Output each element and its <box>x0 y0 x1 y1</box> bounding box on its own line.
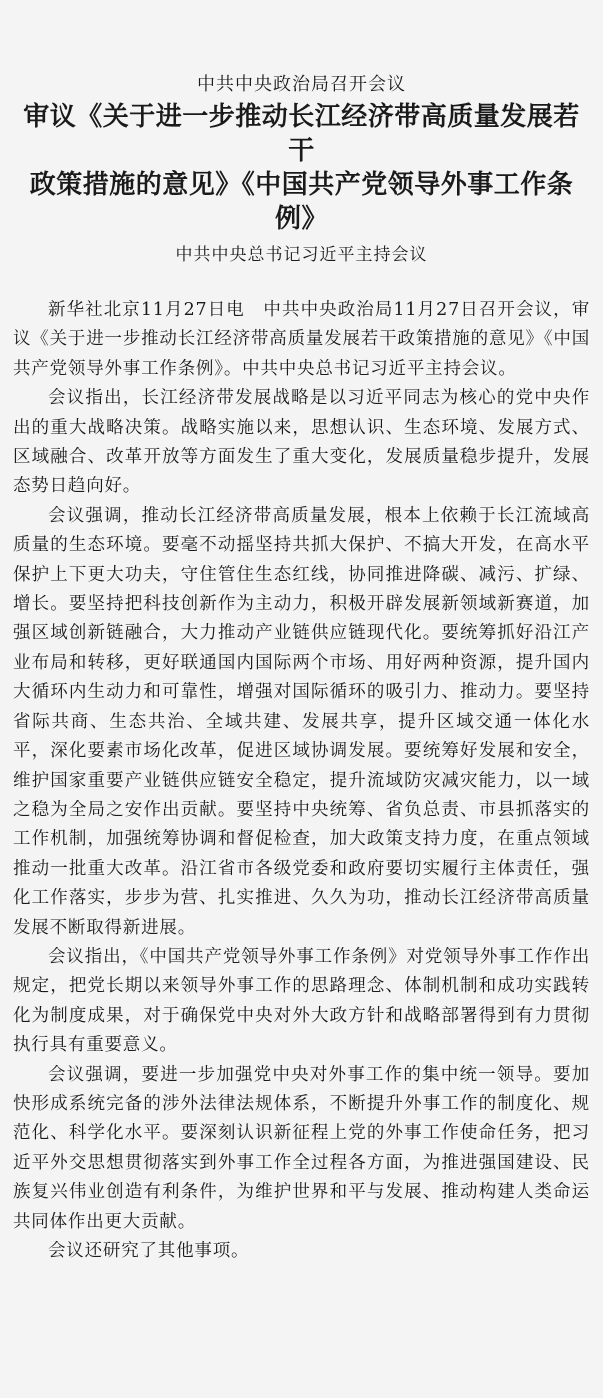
headline-line-2: 政策措施的意见》《中国共产党领导外事工作条例》 <box>29 170 574 234</box>
article-kicker: 中共中央政治局召开会议 <box>197 74 406 95</box>
article-paragraph-3: 会议强调，推动长江经济带高质量发展，根本上依赖于长江流域高质量的生态环境。要毫不动摇坚持共抓大保护、不搞大开发，在高水平保护上下更大功夫，守住管住生态红线，协同推进降碳、减污、扩绿、增长。要坚持把科技创新作为主动力，积极开辟发展新领域新赛道，加强区域创新链融合，大力推动产业链供应链现代化。要统筹抓好沿江产业布局和转移，更好联通国内国际两个市场、用好两种资源，提升国内大循环内生动力和可靠性，增强对国际循环的吸引力、推动力。要坚持省际共商、生态共治、全域共建、发展共享，提升区域交通一体化水平，深化要素市场化改革，促进区域协调发展。要统筹好发展和安全，维护国家重要产业链供应链安全稳定，提升流域防灾减灾能力，以一域之稳为全局之安作出贡献。要坚持中央统筹、省负总责、市县抓落实的工作机制，加强统筹协调和督促检查，加大政策支持力度，在重点领域推动一批重大改革。沿江省市各级党委和政府要切实履行主体责任，强化工作落实，步步为营、扎实推进、久久为功，推动长江经济带高质量发展不断取得新进展。 <box>13 505 590 938</box>
article-headline <box>13 100 590 236</box>
article-subhead: 中共中央总书记习近平主持会议 <box>175 245 428 265</box>
headline-line-1: 审议《关于进一步推动长江经济带高质量发展若干 <box>23 102 580 166</box>
article-paragraph-5: 会议强调，要进一步加强党中央对外事工作的集中统一领导。要加快形成系统完备的涉外法律法规体系，不断提升外事工作的制度化、规范化、科学化水平。要深刻认识新征程上党的外事工作使命任务，把习近平外交思想贯彻落实到外事工作全过程各方面，为推进强国建设、民族复兴伟业创造有利条件，为维护世界和平与发展、推动构建人类命运共同体作出更大贡献。 <box>13 1064 590 1232</box>
article-paragraph-2: 会议指出，长江经济带发展战略是以习近平同志为核心的党中央作出的重大战略决策。战略实施以来，思想认识、生态环境、发展方式、区域融合、改革开放等方面发生了重大变化，发展质量稳步提升，发展态势日趋向好。 <box>13 388 590 497</box>
article-paragraph-4: 会议指出，《中国共产党领导外事工作条例》对党领导外事工作作出规定，把党长期以来领导外事工作的思路理念、体制机制和成功实践转化为制度成果，对于确保党中央对外大政方针和战略部署得到有力贯彻执行具有重要意义。 <box>13 946 590 1056</box>
article-paragraph-6: 会议还研究了其他事项。 <box>48 1241 250 1261</box>
article-body <box>13 296 590 1266</box>
article-paragraph-1: 新华社北京11月27日电 中共中央政治局11月27日召开会议，审议《关于进一步推动长江经济带高质量发展若干政策措施的意见》《中国共产党领导外事工作条例》。中共中央总书记习近平主持会议。 <box>13 300 590 379</box>
